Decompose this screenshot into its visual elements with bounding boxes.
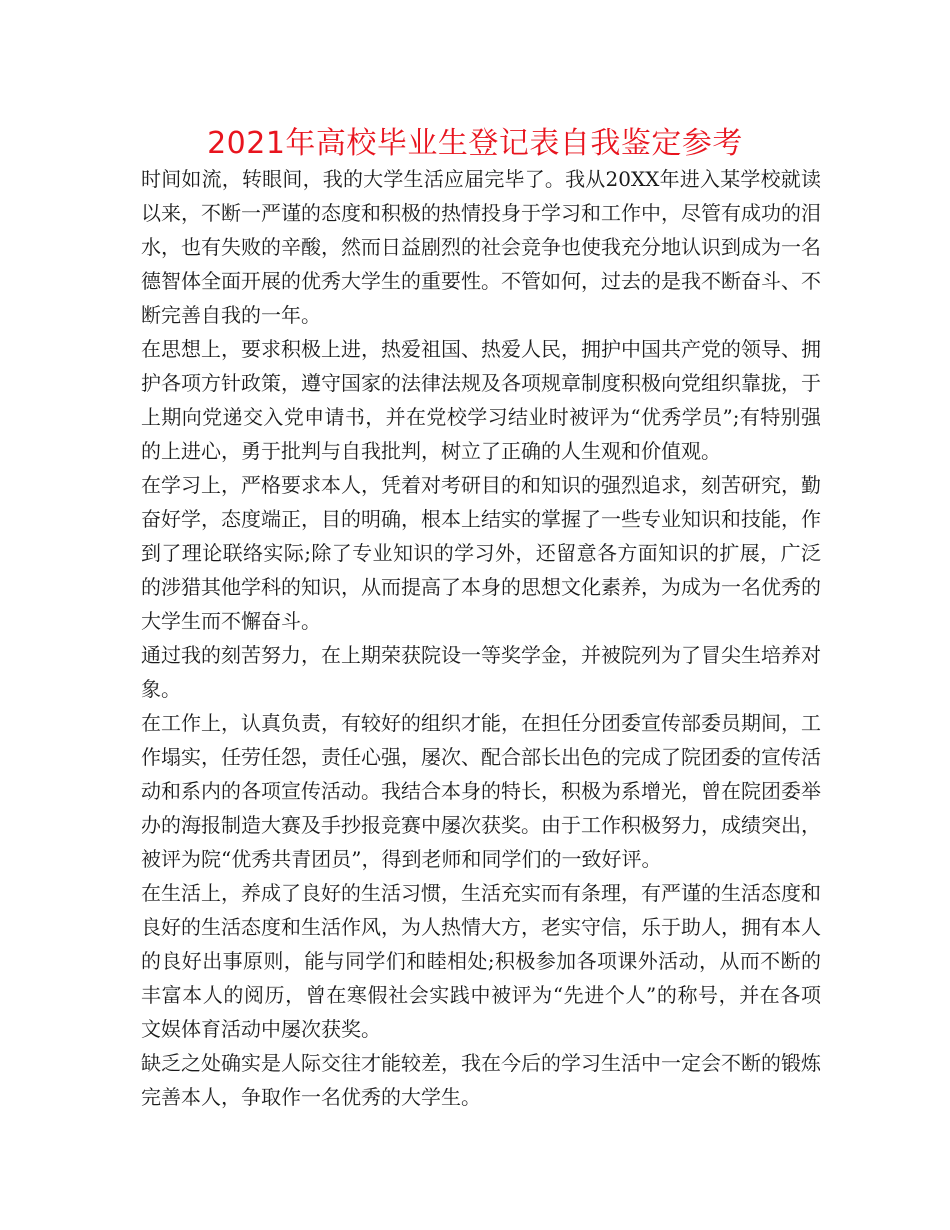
paragraph-ideology: 在思想上，要求积极上进，热爱祖国、热爱人民，拥护中国共产党的领导、拥护各项方针政策，遵守国家的法律法规及各项规章制度积极向党组织靠拢，于上期向党递交入党申请书，并在党校学习结业时被评为“优秀学员”;有特别强的上进心，勇于批判与自我批判，树立了正确的人生观和价值观。 [141, 337, 821, 463]
document-title: 2021年高校毕业生登记表自我鉴定参考 [207, 126, 743, 161]
document-body [141, 162, 821, 1114]
paragraph-shortcomings: 缺乏之处确实是人际交往才能较差，我在今后的学习生活中一定会不断的锻炼完善本人，争取作一名优秀的大学生。 [141, 1051, 821, 1109]
paragraph-scholarship: 通过我的刻苦努力，在上期荣获院设一等奖学金，并被院列为了冒尖生培养对象。 [141, 643, 821, 701]
paragraph-work: 在工作上，认真负责，有较好的组织才能，在担任分团委宣传部委员期间，工作塌实，任劳任怨，责任心强，屡次、配合部长出色的完成了院团委的宣传活动和系内的各项宣传活动。我结合本身的特长，积极为系增光，曾在院团委举办的海报制造大赛及手抄报竞赛中屡次获奖。由于工作积极努力，成绩突出，被评为院“优秀共青团员”，得到老师和同学们的一致好评。 [141, 711, 821, 871]
paragraph-study: 在学习上，严格要求本人，凭着对考研目的和知识的强烈追求，刻苦研究，勤奋好学，态度端正，目的明确，根本上结实的掌握了一些专业知识和技能，作到了理论联络实际;除了专业知识的学习外，还留意各方面知识的扩展，广泛的涉猎其他学科的知识，从而提高了本身的思想文化素养，为成为一名优秀的大学生而不懈奋斗。 [141, 473, 821, 633]
paragraph-life: 在生活上，养成了良好的生活习惯，生活充实而有条理，有严谨的生活态度和良好的生活态度和生活作风，为人热情大方，老实守信，乐于助人，拥有本人的良好出事原则，能与同学们和睦相处;积极参加各项课外活动，从而不断的丰富本人的阅历，曾在寒假社会实践中被评为“先进个人”的称号，并在各项文娱体育活动中屡次获奖。 [141, 881, 821, 1041]
paragraph-intro: 时间如流，转眼间，我的大学生活应届完毕了。我从20XX年进入某学校就读以来，不断一严谨的态度和积极的热情投身于学习和工作中，尽管有成功的泪水，也有失败的辛酸，然而日益剧烈的社会竞争也使我充分地认识到成为一名德智体全面开展的优秀大学生的重要性。不管如何，过去的是我不断奋斗、不断完善自我的一年。 [141, 167, 821, 327]
